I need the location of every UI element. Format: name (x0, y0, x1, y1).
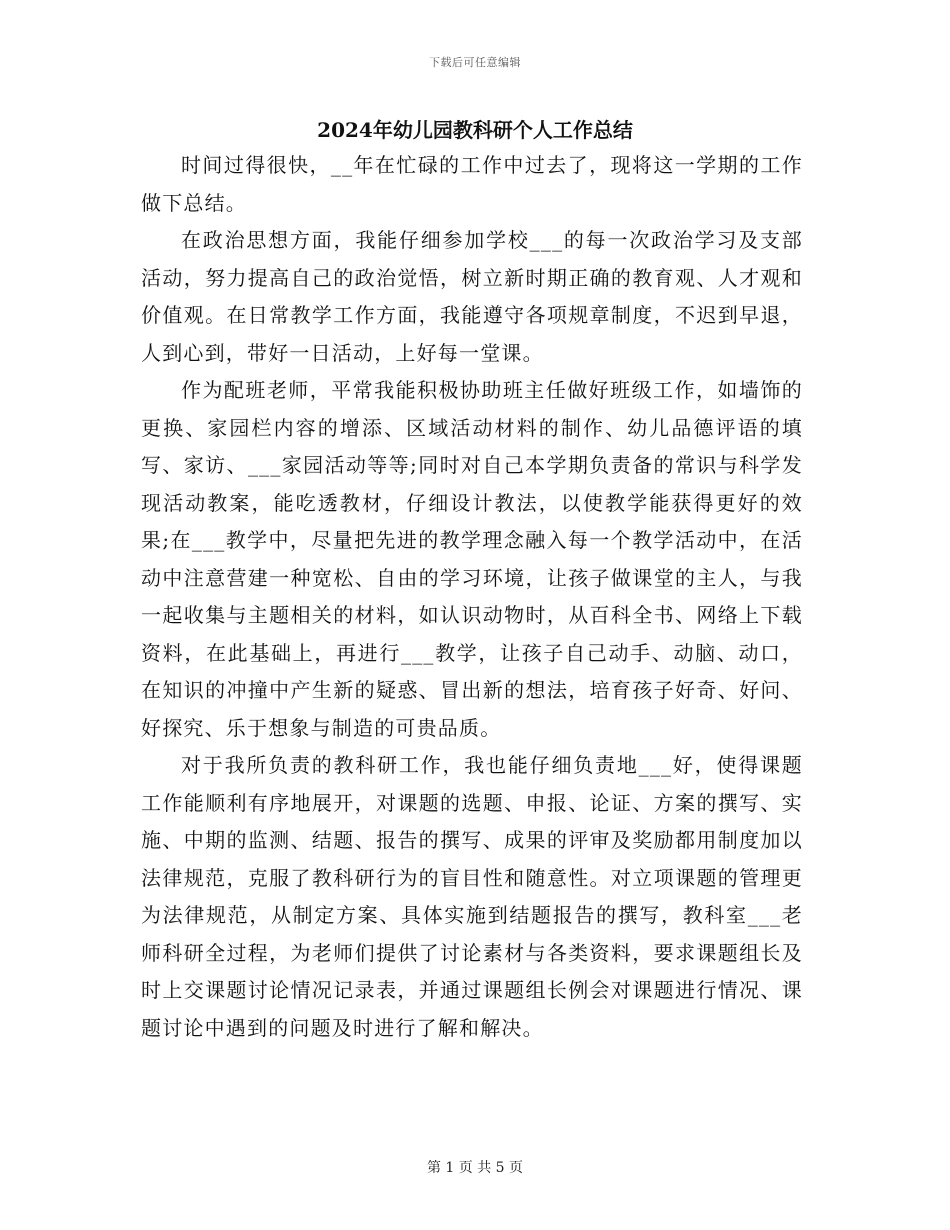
paragraph-intro: 时间过得很快，__年在忙碌的工作中过去了，现将这一学期的工作做下总结。 (141, 153, 803, 215)
header-note: 下载后可任意编辑 (429, 56, 521, 69)
paragraph-research: 对于我所负责的教科研工作，我也能仔细负责地___好，使得课题工作能顺利有序地展开，对课题的选题、申报、论证、方案的撰写、实施、中期的监测、结题、报告的撰写、成果的评审及奖励都用制度加以法律规范，克服了教科研行为的盲目性和随意性。对立项课题的管理更为法律规范，从制定方案、具体实施到结题报告的撰写，教科室___老师科研全过程，为老师们提供了讨论素材与各类资料，要求课题组长及时上交课题讨论情况记录表，并通过课题组长例会对课题进行情况、课题讨论中遇到的问题及时进行了解和解决。 (141, 753, 803, 1040)
paragraph-political: 在政治思想方面，我能仔细参加学校___的每一次政治学习及支部活动，努力提高自己的政治觉悟，树立新时期正确的教育观、人才观和价值观。在日常教学工作方面，我能遵守各项规章制度，不迟到早退，人到心到，带好一日活动，上好每一堂课。 (141, 228, 803, 365)
paragraph-teaching: 作为配班老师，平常我能积极协助班主任做好班级工作，如墙饰的更换、家园栏内容的增添、区域活动材料的制作、幼儿品德评语的填写、家访、___家园活动等等;同时对自己本学期负责备的常识与科学发现活动教案，能吃透教材，仔细设计教法，以使教学能获得更好的效果;在___教学中，尽量把先进的教学理念融入每一个教学活动中，在活动中注意营建一种宽松、自由的学习环境，让孩子做课堂的主人，与我一起收集与主题相关的材料，如认识动物时，从百科全书、网络上下载资料，在此基础上，再进行___教学，让孩子自己动手、动脑、动口，在知识的冲撞中产生新的疑惑、冒出新的想法，培育孩子好奇、好问、好探究、乐于想象与制造的可贵品质。 (141, 378, 803, 740)
document-body (141, 147, 803, 1047)
page-number: 第 1 页 共 5 页 (426, 1160, 524, 1176)
document-title: 2024年幼儿园教科研个人工作总结 (317, 118, 633, 142)
